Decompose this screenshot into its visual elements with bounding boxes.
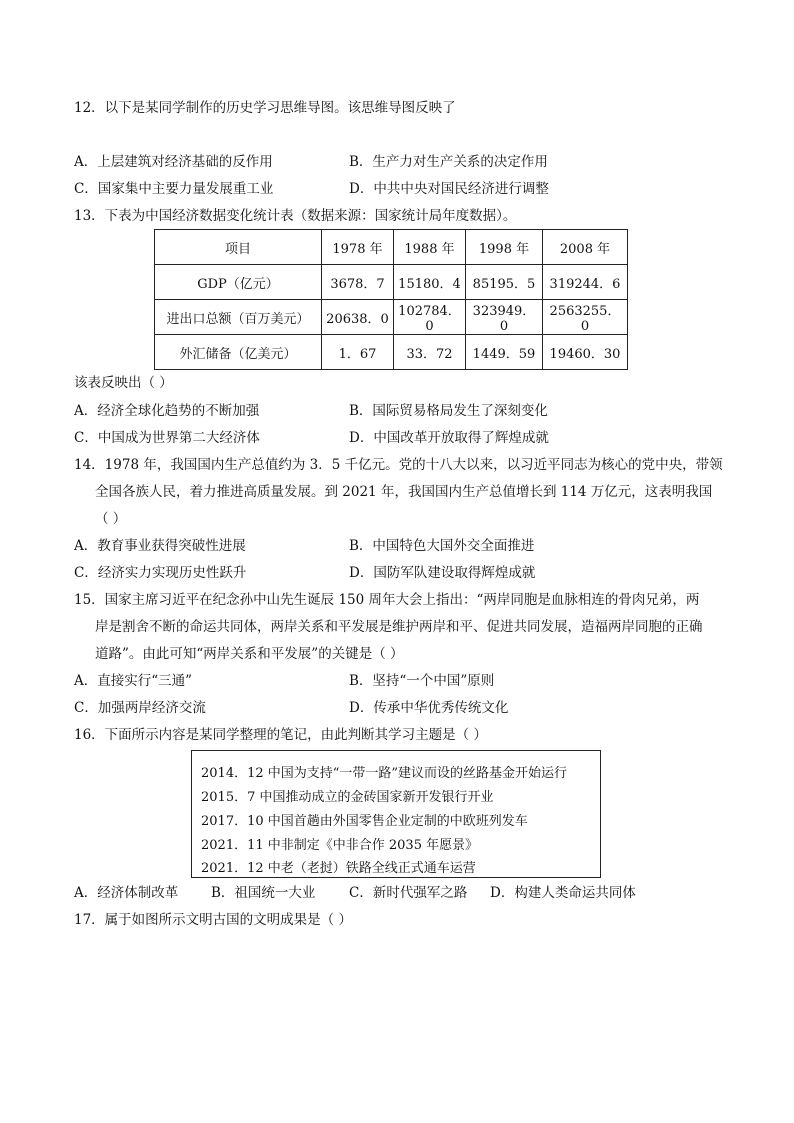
table-cell: 20638．0 — [322, 300, 394, 335]
q13-option-a: A．经济全球化趋势的不断加强 — [74, 403, 260, 419]
table-header-cell: 1988 年 — [394, 230, 466, 265]
q17-stem: 17．属于如图所示文明古国的文明成果是（ ） — [74, 912, 352, 928]
table-cell: 33．72 — [394, 335, 466, 370]
q16-option-d: D．构建人类命运共同体 — [490, 885, 636, 901]
table-cell: 15180．4 — [394, 265, 466, 300]
table-cell: 102784．0 — [394, 300, 466, 335]
q12-option-a: A．上层建筑对经济基础的反作用 — [74, 154, 273, 170]
q15-option-b: B．坚持“一个中国”原则 — [349, 673, 495, 689]
q16-option-c: C．新时代强军之路 — [349, 885, 468, 901]
q15-option-d: D．传承中华优秀传统文化 — [349, 700, 509, 716]
q14-line-1: 14．1978 年，我国国内生产总值约为 3．5 千亿元。党的十八大以来，以习近平同志为核心的党中央，带领 — [74, 457, 723, 473]
q15-line-1: 15．国家主席习近平在纪念孙中山先生诞辰 150 周年大会上指出：“两岸同胞是血脉相连的骨肉兄弟，两 — [74, 592, 700, 608]
q15-line-3: 道路”。由此可知“两岸关系和平发展”的关键是（ ） — [95, 646, 404, 662]
study-notes-box — [191, 750, 601, 878]
table-cell: 进出口总额（百万美元） — [155, 300, 322, 335]
table-cell: 2563255．0 — [543, 300, 628, 335]
q13-stem: 13．下表为中国经济数据变化统计表（数据来源：国家统计局年度数据）。 — [74, 208, 517, 224]
q16-option-a: A．经济体制改革 — [74, 885, 179, 901]
note-line: 2021．11 中非制定《中非合作 2035 年愿景》 — [201, 838, 479, 853]
q14-option-d: D．国防军队建设取得辉煌成就 — [349, 565, 536, 581]
table-cell: 1．67 — [322, 335, 394, 370]
table-cell: 85195．5 — [466, 265, 543, 300]
q14-option-c: C．经济实力实现历史性跃升 — [74, 565, 247, 581]
q14-option-b: B．中国特色大国外交全面推进 — [349, 538, 535, 554]
table-cell: 外汇储备（亿美元） — [155, 335, 322, 370]
note-line: 2014．12 中国为支持“一带一路”建议而设的丝路基金开始运行 — [201, 766, 568, 781]
q16-stem: 16．下面所示内容是某同学整理的笔记，由此判断其学习主题是（ ） — [74, 727, 487, 743]
table-row — [155, 335, 628, 370]
table-row — [155, 265, 628, 300]
q14-line-2: 全国各族人民，着力推进高质量发展。到 2021 年，我国国内生产总值增长到 114 万亿元，这表明我国 — [95, 484, 713, 500]
table-header-cell: 项目 — [155, 230, 322, 265]
q12-option-b: B．生产力对生产关系的决定作用 — [349, 154, 548, 170]
table-row — [155, 300, 628, 335]
q13-option-d: D．中国改革开放取得了辉煌成就 — [349, 430, 549, 446]
table-cell: 323949．0 — [466, 300, 543, 335]
q12-option-c: C．国家集中主要力量发展重工业 — [74, 181, 274, 197]
table-cell: 1449．59 — [466, 335, 543, 370]
q14-line-3: （ ） — [95, 511, 127, 527]
q15-option-c: C．加强两岸经济交流 — [74, 700, 206, 716]
table-cell: 19460．30 — [543, 335, 628, 370]
q12-option-d: D．中共中央对国民经济进行调整 — [349, 181, 549, 197]
q13-option-b: B．国际贸易格局发生了深刻变化 — [349, 403, 548, 419]
q12-stem: 12．以下是某同学制作的历史学习思维导图。该思维导图反映了 — [74, 100, 456, 116]
table-cell: 319244．6 — [543, 265, 628, 300]
table-cell: GDP（亿元） — [155, 265, 322, 300]
q14-option-a: A．教育事业获得突破性进展 — [74, 538, 246, 554]
q15-option-a: A．直接实行“三通” — [74, 673, 193, 689]
note-line: 2017．10 中国首趟由外国零售企业定制的中欧班列发车 — [201, 814, 528, 829]
q15-line-2: 岸是割舍不断的命运共同体，两岸关系和平发展是维护两岸和平、促进共同发展，造福两岸同胞的正确 — [95, 619, 703, 635]
table-header-cell: 1978 年 — [322, 230, 394, 265]
q16-option-b: B．祖国统一大业 — [211, 885, 316, 901]
q13-option-c: C．中国成为世界第二大经济体 — [74, 430, 260, 446]
note-line: 2021．12 中老（老挝）铁路全线正式通车运营 — [201, 861, 476, 876]
q13-after-table: 该表反映出（ ） — [74, 375, 173, 391]
table-header-cell: 2008 年 — [543, 230, 628, 265]
table-header-cell: 1998 年 — [466, 230, 543, 265]
table-cell: 3678．7 — [322, 265, 394, 300]
note-line: 2015．7 中国推动成立的金砖国家新开发银行开业 — [201, 790, 494, 805]
economic-data-table — [154, 229, 628, 370]
table-header-row — [155, 230, 628, 265]
